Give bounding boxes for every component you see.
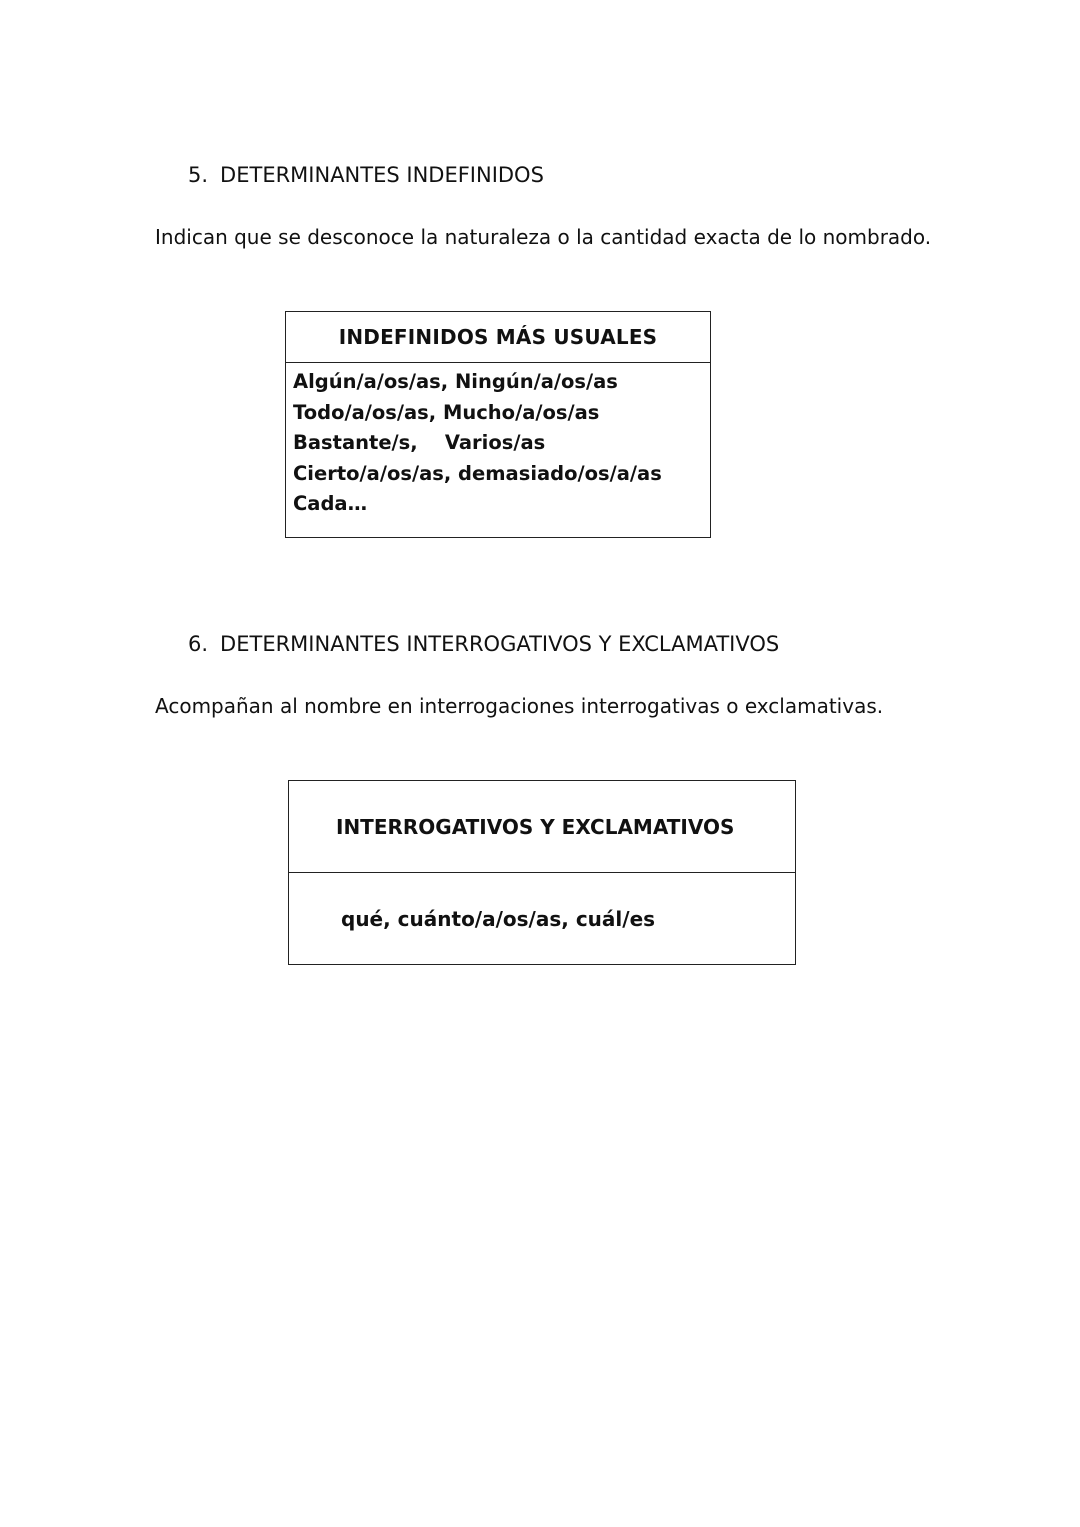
section-5-title: DETERMINANTES INDEFINIDOS <box>220 163 544 187</box>
indefinidos-row: Cierto/a/os/as, demasiado/os/a/as <box>293 461 662 485</box>
indefinidos-row: Todo/a/os/as, Mucho/a/os/as <box>293 400 600 424</box>
interrogativos-table <box>288 780 796 965</box>
section-6-number: 6. <box>188 632 209 656</box>
interrogativos-table-header: INTERROGATIVOS Y EXCLAMATIVOS <box>289 781 795 873</box>
section-5-heading <box>188 163 544 187</box>
indefinidos-table-body <box>286 363 710 520</box>
section-6-heading <box>188 632 779 656</box>
indefinidos-row: Algún/a/os/as, Ningún/a/os/as <box>293 370 618 393</box>
indefinidos-table-header: INDEFINIDOS MÁS USUALES <box>286 312 710 363</box>
interrogativos-table-content: qué, cuánto/a/os/as, cuál/es <box>341 906 656 931</box>
section-6-title: DETERMINANTES INTERROGATIVOS Y EXCLAMATIVOS <box>220 632 780 656</box>
indefinidos-row: Cada… <box>293 492 368 515</box>
section-6-description: Acompañan al nombre en interrogaciones interrogativas o exclamativas. <box>155 694 884 718</box>
section-5-description: Indican que se desconoce la naturaleza o la cantidad exacta de lo nombrado. <box>155 225 932 249</box>
indefinidos-row: Bastante/s, Varios/as <box>293 431 546 454</box>
indefinidos-table <box>285 311 711 538</box>
section-5-number: 5. <box>188 163 209 187</box>
